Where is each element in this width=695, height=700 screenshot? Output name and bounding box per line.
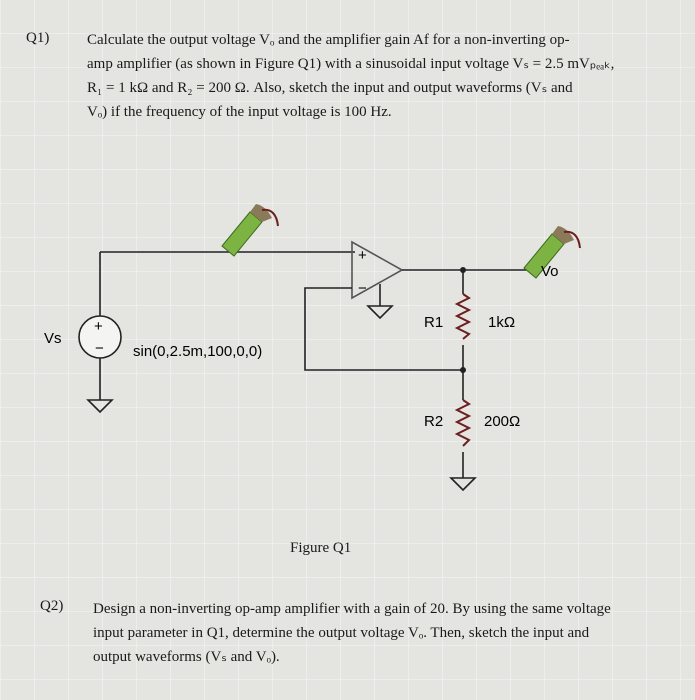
r2-name: R2 — [424, 413, 444, 430]
source-label: Vs — [44, 330, 62, 347]
r2-value: 200Ω — [484, 413, 521, 430]
opamp-minus-label: − — [358, 280, 367, 297]
q1-line-4: Vₒ) if the frequency of the input voltage is 100 Hz. — [87, 104, 392, 120]
q2-line-2: input parameter in Q1, determine the output voltage Vₒ. Then, sketch the input and — [93, 625, 590, 641]
probe-input-icon — [222, 204, 278, 256]
ground-source-icon — [88, 400, 112, 412]
q1-line-2: amp amplifier (as shown in Figure Q1) with a sinusoidal input voltage Vₛ = 2.5 mVₚₑₐₖ, — [87, 56, 615, 72]
ground-opamp-icon — [368, 306, 392, 318]
q1-line-1: Calculate the output voltage Vₒ and the amplifier gain Af for a non-inverting op- — [87, 32, 570, 48]
opamp-plus-label: + — [358, 247, 367, 264]
q1-number: Q1) — [26, 30, 50, 46]
r1-value: 1kΩ — [488, 314, 516, 331]
q2-number: Q2) — [40, 598, 64, 614]
source-minus-label: − — [95, 340, 104, 357]
q2-line-1: Design a non-inverting op-amp amplifier with a gain of 20. By using the same voltage — [93, 601, 611, 617]
source-plus-label: + — [94, 318, 103, 335]
junction-output — [460, 267, 466, 273]
r1-name: R1 — [424, 314, 444, 331]
q1-line-3: R₁ = 1 kΩ and R₂ = 200 Ω. Also, sketch the input and output waveforms (Vₛ and — [87, 80, 573, 96]
q2-text — [93, 597, 653, 669]
figure-caption: Figure Q1 — [290, 540, 352, 556]
resistor-r1 — [457, 294, 469, 339]
output-label: Vo — [541, 263, 559, 280]
q2-line-3: output waveforms (Vₛ and Vₒ). — [93, 649, 280, 665]
source-spec: sin(0,2.5m,100,0,0) — [133, 343, 263, 360]
resistor-r2 — [457, 400, 469, 446]
junction-feedback — [460, 367, 466, 373]
ground-r2-icon — [451, 478, 475, 490]
